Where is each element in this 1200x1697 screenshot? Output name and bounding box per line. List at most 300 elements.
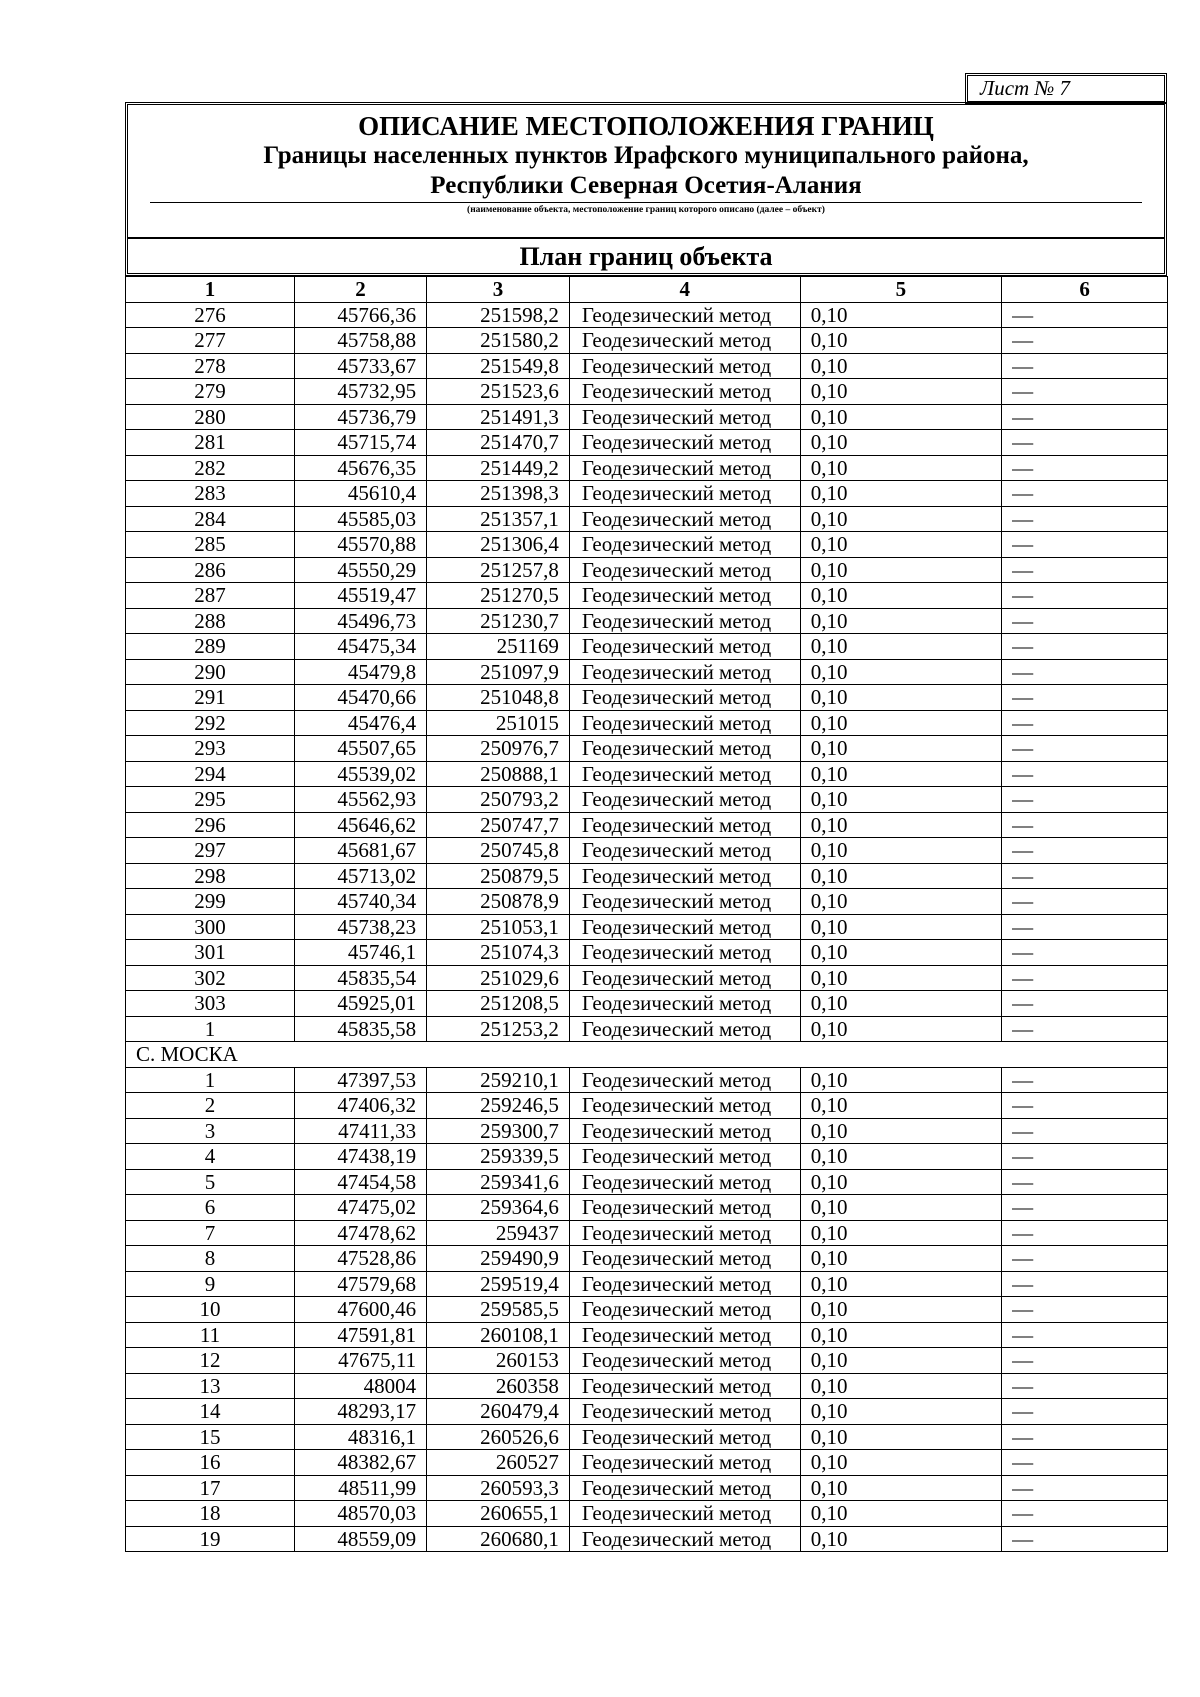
precision-cell: 0,10 xyxy=(800,328,1001,354)
point-number-cell: 7 xyxy=(126,1220,295,1246)
object-name-line-1: Границы населенных пунктов Ирафского муниципального района, xyxy=(263,142,1029,169)
table-row xyxy=(126,991,1168,1017)
description-cell: — xyxy=(1002,889,1168,915)
y-coordinate-cell: 259364,6 xyxy=(427,1195,570,1221)
description-cell: — xyxy=(1002,659,1168,685)
method-cell: Геодезический метод xyxy=(569,1246,800,1272)
x-coordinate-cell: 47454,58 xyxy=(294,1169,426,1195)
description-cell: — xyxy=(1002,812,1168,838)
x-coordinate-cell: 47438,19 xyxy=(294,1144,426,1170)
coordinates-table xyxy=(125,276,1168,1552)
precision-cell: 0,10 xyxy=(800,1475,1001,1501)
point-number-cell: 12 xyxy=(126,1348,295,1374)
point-number-cell: 297 xyxy=(126,838,295,864)
header-divider xyxy=(128,237,1164,239)
y-coordinate-cell: 251029,6 xyxy=(427,965,570,991)
precision-cell: 0,10 xyxy=(800,353,1001,379)
precision-cell: 0,10 xyxy=(800,1271,1001,1297)
table-row xyxy=(126,404,1168,430)
precision-cell: 0,10 xyxy=(800,1067,1001,1093)
x-coordinate-cell: 45758,88 xyxy=(294,328,426,354)
x-coordinate-cell: 48511,99 xyxy=(294,1475,426,1501)
table-row xyxy=(126,379,1168,405)
precision-cell: 0,10 xyxy=(800,736,1001,762)
precision-cell: 0,10 xyxy=(800,583,1001,609)
x-coordinate-cell: 45562,93 xyxy=(294,787,426,813)
y-coordinate-cell: 250745,8 xyxy=(427,838,570,864)
precision-cell: 0,10 xyxy=(800,1195,1001,1221)
y-coordinate-cell: 259490,9 xyxy=(427,1246,570,1272)
precision-cell: 0,10 xyxy=(800,634,1001,660)
method-cell: Геодезический метод xyxy=(569,965,800,991)
table-row xyxy=(126,761,1168,787)
x-coordinate-cell: 45550,29 xyxy=(294,557,426,583)
method-cell: Геодезический метод xyxy=(569,1169,800,1195)
y-coordinate-cell: 250879,5 xyxy=(427,863,570,889)
description-cell: — xyxy=(1002,1450,1168,1476)
column-header-3: 3 xyxy=(427,277,570,303)
table-row xyxy=(126,1424,1168,1450)
point-number-cell: 289 xyxy=(126,634,295,660)
description-cell: — xyxy=(1002,481,1168,507)
section-title: С. МОСКА xyxy=(126,1042,1168,1068)
point-number-cell: 295 xyxy=(126,787,295,813)
x-coordinate-cell: 48382,67 xyxy=(294,1450,426,1476)
x-coordinate-cell: 45925,01 xyxy=(294,991,426,1017)
y-coordinate-cell: 251357,1 xyxy=(427,506,570,532)
point-number-cell: 1 xyxy=(126,1067,295,1093)
table-row xyxy=(126,1195,1168,1221)
description-cell: — xyxy=(1002,1501,1168,1527)
description-cell: — xyxy=(1002,940,1168,966)
point-number-cell: 13 xyxy=(126,1373,295,1399)
point-number-cell: 301 xyxy=(126,940,295,966)
table-row xyxy=(126,889,1168,915)
description-cell: — xyxy=(1002,1271,1168,1297)
table-row xyxy=(126,1399,1168,1425)
method-cell: Геодезический метод xyxy=(569,1144,800,1170)
description-cell: — xyxy=(1002,404,1168,430)
method-cell: Геодезический метод xyxy=(569,506,800,532)
method-cell: Геодезический метод xyxy=(569,532,800,558)
method-cell: Геодезический метод xyxy=(569,1526,800,1552)
method-cell: Геодезический метод xyxy=(569,1450,800,1476)
method-cell: Геодезический метод xyxy=(569,1501,800,1527)
x-coordinate-cell: 48559,09 xyxy=(294,1526,426,1552)
description-cell: — xyxy=(1002,532,1168,558)
point-number-cell: 286 xyxy=(126,557,295,583)
point-number-cell: 2 xyxy=(126,1093,295,1119)
precision-cell: 0,10 xyxy=(800,557,1001,583)
y-coordinate-cell: 259339,5 xyxy=(427,1144,570,1170)
precision-cell: 0,10 xyxy=(800,710,1001,736)
x-coordinate-cell: 45736,79 xyxy=(294,404,426,430)
point-number-cell: 14 xyxy=(126,1399,295,1425)
method-cell: Геодезический метод xyxy=(569,914,800,940)
method-cell: Геодезический метод xyxy=(569,1297,800,1323)
method-cell: Геодезический метод xyxy=(569,991,800,1017)
point-number-cell: 294 xyxy=(126,761,295,787)
point-number-cell: 280 xyxy=(126,404,295,430)
table-row xyxy=(126,685,1168,711)
description-cell: — xyxy=(1002,455,1168,481)
method-cell: Геодезический метод xyxy=(569,1220,800,1246)
description-cell: — xyxy=(1002,1016,1168,1042)
method-cell: Геодезический метод xyxy=(569,1399,800,1425)
point-number-cell: 290 xyxy=(126,659,295,685)
precision-cell: 0,10 xyxy=(800,1169,1001,1195)
table-row xyxy=(126,1475,1168,1501)
point-number-cell: 11 xyxy=(126,1322,295,1348)
point-number-cell: 1 xyxy=(126,1016,295,1042)
column-header-1: 1 xyxy=(126,277,295,303)
description-cell: — xyxy=(1002,1424,1168,1450)
y-coordinate-cell: 251398,3 xyxy=(427,481,570,507)
point-number-cell: 15 xyxy=(126,1424,295,1450)
description-cell: — xyxy=(1002,1399,1168,1425)
point-number-cell: 8 xyxy=(126,1246,295,1272)
x-coordinate-cell: 45835,58 xyxy=(294,1016,426,1042)
description-cell: — xyxy=(1002,685,1168,711)
table-row xyxy=(126,1526,1168,1552)
point-number-cell: 285 xyxy=(126,532,295,558)
method-cell: Геодезический метод xyxy=(569,1118,800,1144)
description-cell: — xyxy=(1002,1195,1168,1221)
y-coordinate-cell: 251306,4 xyxy=(427,532,570,558)
precision-cell: 0,10 xyxy=(800,965,1001,991)
y-coordinate-cell: 259585,5 xyxy=(427,1297,570,1323)
precision-cell: 0,10 xyxy=(800,1016,1001,1042)
point-number-cell: 293 xyxy=(126,736,295,762)
method-cell: Геодезический метод xyxy=(569,736,800,762)
precision-cell: 0,10 xyxy=(800,812,1001,838)
description-cell: — xyxy=(1002,1322,1168,1348)
object-name-line-2: Республики Северная Осетия-Алания xyxy=(150,171,1142,203)
precision-cell: 0,10 xyxy=(800,1144,1001,1170)
table-row xyxy=(126,583,1168,609)
x-coordinate-cell: 45585,03 xyxy=(294,506,426,532)
method-cell: Геодезический метод xyxy=(569,1067,800,1093)
method-cell: Геодезический метод xyxy=(569,302,800,328)
method-cell: Геодезический метод xyxy=(569,940,800,966)
precision-cell: 0,10 xyxy=(800,761,1001,787)
y-coordinate-cell: 251053,1 xyxy=(427,914,570,940)
method-cell: Геодезический метод xyxy=(569,379,800,405)
precision-cell: 0,10 xyxy=(800,1246,1001,1272)
table-row xyxy=(126,914,1168,940)
description-cell: — xyxy=(1002,914,1168,940)
table-row xyxy=(126,965,1168,991)
x-coordinate-cell: 45733,67 xyxy=(294,353,426,379)
precision-cell: 0,10 xyxy=(800,1118,1001,1144)
method-cell: Геодезический метод xyxy=(569,430,800,456)
x-coordinate-cell: 45713,02 xyxy=(294,863,426,889)
table-row xyxy=(126,1297,1168,1323)
point-number-cell: 299 xyxy=(126,889,295,915)
table-row xyxy=(126,1450,1168,1476)
table-row xyxy=(126,787,1168,813)
precision-cell: 0,10 xyxy=(800,455,1001,481)
x-coordinate-cell: 45715,74 xyxy=(294,430,426,456)
method-cell: Геодезический метод xyxy=(569,583,800,609)
table-row xyxy=(126,634,1168,660)
x-coordinate-cell: 45676,35 xyxy=(294,455,426,481)
point-number-cell: 4 xyxy=(126,1144,295,1170)
y-coordinate-cell: 260655,1 xyxy=(427,1501,570,1527)
precision-cell: 0,10 xyxy=(800,1220,1001,1246)
precision-cell: 0,10 xyxy=(800,1093,1001,1119)
y-coordinate-cell: 259519,4 xyxy=(427,1271,570,1297)
x-coordinate-cell: 45475,34 xyxy=(294,634,426,660)
description-cell: — xyxy=(1002,328,1168,354)
precision-cell: 0,10 xyxy=(800,889,1001,915)
x-coordinate-cell: 45738,23 xyxy=(294,914,426,940)
point-number-cell: 283 xyxy=(126,481,295,507)
table-body xyxy=(126,302,1168,1552)
x-coordinate-cell: 47600,46 xyxy=(294,1297,426,1323)
description-cell: — xyxy=(1002,302,1168,328)
method-cell: Геодезический метод xyxy=(569,787,800,813)
point-number-cell: 296 xyxy=(126,812,295,838)
precision-cell: 0,10 xyxy=(800,379,1001,405)
description-cell: — xyxy=(1002,1093,1168,1119)
method-cell: Геодезический метод xyxy=(569,1424,800,1450)
point-number-cell: 3 xyxy=(126,1118,295,1144)
point-number-cell: 281 xyxy=(126,430,295,456)
point-number-cell: 300 xyxy=(126,914,295,940)
x-coordinate-cell: 48570,03 xyxy=(294,1501,426,1527)
column-header-6: 6 xyxy=(1002,277,1168,303)
precision-cell: 0,10 xyxy=(800,1501,1001,1527)
method-cell: Геодезический метод xyxy=(569,1348,800,1374)
point-number-cell: 298 xyxy=(126,863,295,889)
point-number-cell: 17 xyxy=(126,1475,295,1501)
x-coordinate-cell: 47478,62 xyxy=(294,1220,426,1246)
point-number-cell: 282 xyxy=(126,455,295,481)
precision-cell: 0,10 xyxy=(800,1424,1001,1450)
point-number-cell: 292 xyxy=(126,710,295,736)
method-cell: Геодезический метод xyxy=(569,634,800,660)
table-row xyxy=(126,1067,1168,1093)
table-row xyxy=(126,506,1168,532)
table-row xyxy=(126,532,1168,558)
description-cell: — xyxy=(1002,736,1168,762)
description-cell: — xyxy=(1002,1169,1168,1195)
table-header-row xyxy=(126,277,1168,303)
description-cell: — xyxy=(1002,1526,1168,1552)
y-coordinate-cell: 251208,5 xyxy=(427,991,570,1017)
method-cell: Геодезический метод xyxy=(569,1016,800,1042)
description-cell: — xyxy=(1002,1297,1168,1323)
method-cell: Геодезический метод xyxy=(569,608,800,634)
precision-cell: 0,10 xyxy=(800,430,1001,456)
table-row xyxy=(126,1016,1168,1042)
precision-cell: 0,10 xyxy=(800,1373,1001,1399)
precision-cell: 0,10 xyxy=(800,863,1001,889)
y-coordinate-cell: 251257,8 xyxy=(427,557,570,583)
method-cell: Геодезический метод xyxy=(569,863,800,889)
y-coordinate-cell: 251253,2 xyxy=(427,1016,570,1042)
table-row xyxy=(126,1348,1168,1374)
y-coordinate-cell: 251230,7 xyxy=(427,608,570,634)
precision-cell: 0,10 xyxy=(800,1322,1001,1348)
y-coordinate-cell: 251449,2 xyxy=(427,455,570,481)
description-cell: — xyxy=(1002,1475,1168,1501)
table-row xyxy=(126,1373,1168,1399)
y-coordinate-cell: 260527 xyxy=(427,1450,570,1476)
point-number-cell: 5 xyxy=(126,1169,295,1195)
y-coordinate-cell: 251549,8 xyxy=(427,353,570,379)
precision-cell: 0,10 xyxy=(800,1348,1001,1374)
precision-cell: 0,10 xyxy=(800,991,1001,1017)
precision-cell: 0,10 xyxy=(800,940,1001,966)
x-coordinate-cell: 45496,73 xyxy=(294,608,426,634)
table-row xyxy=(126,557,1168,583)
point-number-cell: 302 xyxy=(126,965,295,991)
table-row xyxy=(126,1118,1168,1144)
method-cell: Геодезический метод xyxy=(569,353,800,379)
description-cell: — xyxy=(1002,557,1168,583)
y-coordinate-cell: 251048,8 xyxy=(427,685,570,711)
table-row xyxy=(126,353,1168,379)
point-number-cell: 288 xyxy=(126,608,295,634)
precision-cell: 0,10 xyxy=(800,608,1001,634)
method-cell: Геодезический метод xyxy=(569,889,800,915)
precision-cell: 0,10 xyxy=(800,506,1001,532)
y-coordinate-cell: 260358 xyxy=(427,1373,570,1399)
point-number-cell: 278 xyxy=(126,353,295,379)
method-cell: Геодезический метод xyxy=(569,685,800,711)
y-coordinate-cell: 260153 xyxy=(427,1348,570,1374)
description-cell: — xyxy=(1002,863,1168,889)
point-number-cell: 276 xyxy=(126,302,295,328)
y-coordinate-cell: 259437 xyxy=(427,1220,570,1246)
point-number-cell: 291 xyxy=(126,685,295,711)
table-row xyxy=(126,608,1168,634)
method-cell: Геодезический метод xyxy=(569,1093,800,1119)
y-coordinate-cell: 260479,4 xyxy=(427,1399,570,1425)
x-coordinate-cell: 45681,67 xyxy=(294,838,426,864)
y-coordinate-cell: 260108,1 xyxy=(427,1322,570,1348)
table-row xyxy=(126,430,1168,456)
method-cell: Геодезический метод xyxy=(569,481,800,507)
table-row xyxy=(126,812,1168,838)
precision-cell: 0,10 xyxy=(800,404,1001,430)
y-coordinate-cell: 251470,7 xyxy=(427,430,570,456)
x-coordinate-cell: 47591,81 xyxy=(294,1322,426,1348)
precision-cell: 0,10 xyxy=(800,1297,1001,1323)
y-coordinate-cell: 251491,3 xyxy=(427,404,570,430)
x-coordinate-cell: 45476,4 xyxy=(294,710,426,736)
y-coordinate-cell: 259341,6 xyxy=(427,1169,570,1195)
point-number-cell: 303 xyxy=(126,991,295,1017)
method-cell: Геодезический метод xyxy=(569,761,800,787)
x-coordinate-cell: 45479,8 xyxy=(294,659,426,685)
description-cell: — xyxy=(1002,634,1168,660)
y-coordinate-cell: 259246,5 xyxy=(427,1093,570,1119)
description-cell: — xyxy=(1002,1118,1168,1144)
table-row xyxy=(126,838,1168,864)
description-cell: — xyxy=(1002,1348,1168,1374)
x-coordinate-cell: 47411,33 xyxy=(294,1118,426,1144)
table-row xyxy=(126,1169,1168,1195)
description-cell: — xyxy=(1002,1246,1168,1272)
method-cell: Геодезический метод xyxy=(569,1195,800,1221)
y-coordinate-cell: 251169 xyxy=(427,634,570,660)
x-coordinate-cell: 47528,86 xyxy=(294,1246,426,1272)
precision-cell: 0,10 xyxy=(800,532,1001,558)
table-row xyxy=(126,736,1168,762)
y-coordinate-cell: 251270,5 xyxy=(427,583,570,609)
point-number-cell: 9 xyxy=(126,1271,295,1297)
y-coordinate-cell: 250747,7 xyxy=(427,812,570,838)
method-cell: Геодезический метод xyxy=(569,1271,800,1297)
table-row xyxy=(126,302,1168,328)
description-cell: — xyxy=(1002,1067,1168,1093)
point-number-cell: 277 xyxy=(126,328,295,354)
plan-title: План границ объекта xyxy=(519,242,773,271)
method-cell: Геодезический метод xyxy=(569,1373,800,1399)
x-coordinate-cell: 48293,17 xyxy=(294,1399,426,1425)
x-coordinate-cell: 45539,02 xyxy=(294,761,426,787)
y-coordinate-cell: 260593,3 xyxy=(427,1475,570,1501)
x-coordinate-cell: 45835,54 xyxy=(294,965,426,991)
description-cell: — xyxy=(1002,1220,1168,1246)
table-row xyxy=(126,710,1168,736)
y-coordinate-cell: 251074,3 xyxy=(427,940,570,966)
description-cell: — xyxy=(1002,991,1168,1017)
y-coordinate-cell: 250888,1 xyxy=(427,761,570,787)
point-number-cell: 284 xyxy=(126,506,295,532)
y-coordinate-cell: 250878,9 xyxy=(427,889,570,915)
x-coordinate-cell: 47406,32 xyxy=(294,1093,426,1119)
column-header-2: 2 xyxy=(294,277,426,303)
x-coordinate-cell: 45519,47 xyxy=(294,583,426,609)
x-coordinate-cell: 48004 xyxy=(294,1373,426,1399)
table-row xyxy=(126,1501,1168,1527)
precision-cell: 0,10 xyxy=(800,302,1001,328)
section-row xyxy=(126,1042,1168,1068)
method-cell: Геодезический метод xyxy=(569,812,800,838)
document-title: ОПИСАНИЕ МЕСТОПОЛОЖЕНИЯ ГРАНИЦ xyxy=(358,111,934,141)
x-coordinate-cell: 45610,4 xyxy=(294,481,426,507)
description-cell: — xyxy=(1002,379,1168,405)
method-cell: Геодезический метод xyxy=(569,404,800,430)
description-cell: — xyxy=(1002,838,1168,864)
description-cell: — xyxy=(1002,761,1168,787)
precision-cell: 0,10 xyxy=(800,481,1001,507)
column-header-5: 5 xyxy=(800,277,1001,303)
y-coordinate-cell: 251598,2 xyxy=(427,302,570,328)
column-header-4: 4 xyxy=(569,277,800,303)
y-coordinate-cell: 259300,7 xyxy=(427,1118,570,1144)
method-cell: Геодезический метод xyxy=(569,659,800,685)
precision-cell: 0,10 xyxy=(800,1399,1001,1425)
y-coordinate-cell: 251015 xyxy=(427,710,570,736)
y-coordinate-cell: 250976,7 xyxy=(427,736,570,762)
x-coordinate-cell: 48316,1 xyxy=(294,1424,426,1450)
description-cell: — xyxy=(1002,583,1168,609)
table-row xyxy=(126,1093,1168,1119)
x-coordinate-cell: 45646,62 xyxy=(294,812,426,838)
precision-cell: 0,10 xyxy=(800,914,1001,940)
x-coordinate-cell: 45507,65 xyxy=(294,736,426,762)
table-row xyxy=(126,1271,1168,1297)
method-cell: Геодезический метод xyxy=(569,838,800,864)
point-number-cell: 18 xyxy=(126,1501,295,1527)
x-coordinate-cell: 45740,34 xyxy=(294,889,426,915)
method-cell: Геодезический метод xyxy=(569,557,800,583)
